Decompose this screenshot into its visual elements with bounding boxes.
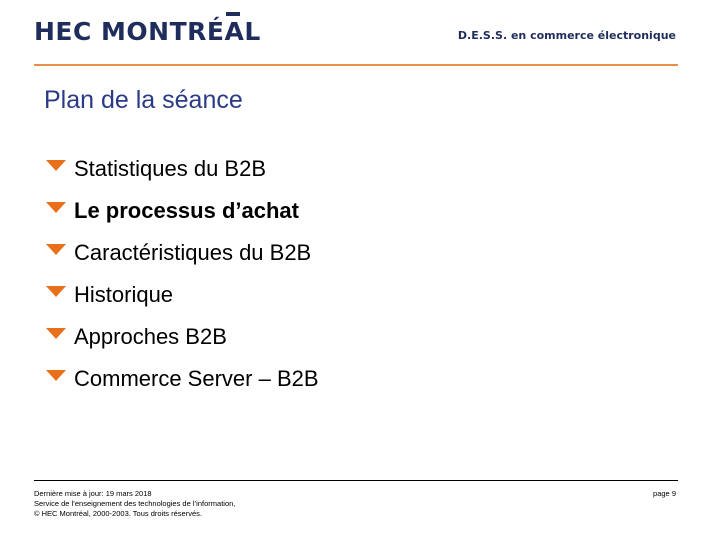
footer-copyright-line: © HEC Montréal, 2000-2003. Tous droits réservés. <box>34 509 202 518</box>
bullet-triangle-icon <box>46 160 66 171</box>
agenda-list <box>46 148 319 400</box>
bullet-triangle-icon <box>46 202 66 213</box>
slide-title: Plan de la séance <box>44 86 243 114</box>
bullet-triangle-icon <box>46 286 66 297</box>
agenda-item <box>46 358 319 400</box>
header-divider <box>34 64 678 66</box>
agenda-item-label: Statistiques du B2B <box>74 156 267 181</box>
agenda-item <box>46 148 319 190</box>
footer-notes <box>34 489 235 519</box>
bullet-triangle-icon <box>46 244 66 255</box>
agenda-item-label: Commerce Server – B2B <box>74 366 319 391</box>
agenda-item-label: Caractéristiques du B2B <box>74 240 312 265</box>
logo-text: HEC MONTRÉAL <box>34 16 261 46</box>
footer-divider <box>34 480 678 481</box>
logo-accent-bar <box>226 12 240 16</box>
hec-montreal-logo <box>34 14 261 48</box>
agenda-item <box>46 316 319 358</box>
agenda-item-label-current: Le processus d’achat <box>74 198 299 223</box>
bullet-triangle-icon <box>46 328 66 339</box>
agenda-item-label: Approches B2B <box>74 324 227 349</box>
bullet-triangle-icon <box>46 370 66 381</box>
footer-update-line: Dernière mise à jour: 19 mars 2018 <box>34 489 152 498</box>
agenda-item <box>46 190 319 232</box>
footer-service-line: Service de l’enseignement des technologies de l’information, <box>34 499 236 508</box>
agenda-item-label: Historique <box>74 282 174 307</box>
agenda-item <box>46 232 319 274</box>
page-number: page 9 <box>653 489 676 498</box>
agenda-item <box>46 274 319 316</box>
program-name: D.E.S.S. en commerce électronique <box>457 29 676 42</box>
